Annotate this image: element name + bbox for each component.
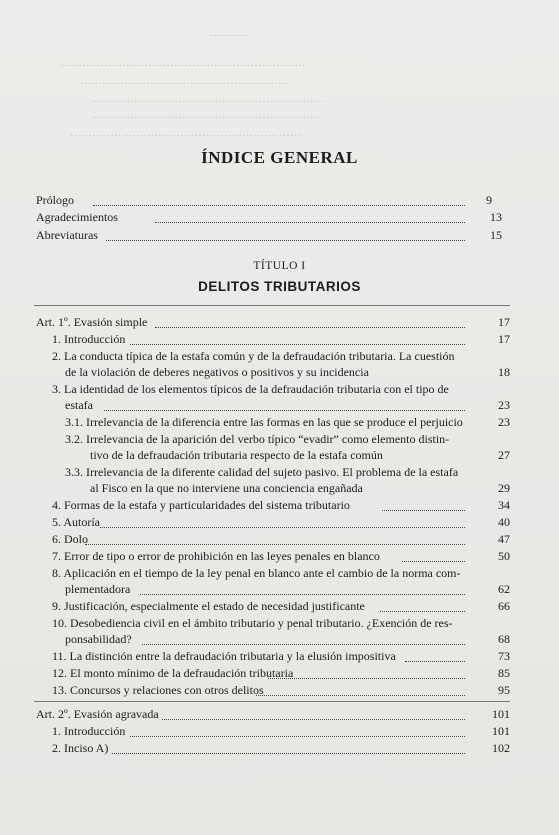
toc-entry-cont: ponsabilidad? — [65, 632, 132, 646]
page-number: 23 — [498, 398, 510, 412]
leader-dots — [130, 344, 465, 345]
toc-entry: 2. La conducta típica de la estafa común y de la defraudación tributaria. La cuestión — [52, 349, 455, 363]
leader-dots — [405, 661, 465, 662]
page-number: 29 — [498, 481, 510, 495]
page-number: 85 — [498, 666, 510, 680]
toc-article-2: Art. 2º. Evasión agravada — [36, 707, 159, 721]
toc-entry: 4. Formas de la estafa y particularidades del sistema tributario — [52, 498, 350, 512]
leader-dots — [112, 753, 465, 754]
toc-entry: 9. Justificación, especialmente el estado de necesidad justificante — [52, 599, 365, 613]
leader-dots — [140, 594, 465, 595]
page-number: 101 — [492, 724, 510, 738]
page-number: 102 — [492, 741, 510, 755]
page-number: 73 — [498, 649, 510, 663]
toc-entry: 8. Aplicación en el tiempo de la ley penal en blanco ante el cambio de la norma com- — [52, 566, 461, 580]
toc-entry-cont: plementadora — [65, 582, 131, 596]
page-number: 34 — [498, 498, 510, 512]
leader-dots — [382, 510, 465, 511]
toc-entry: 3.3. Irrelevancia de la diferente calidad del sujeto pasivo. El problema de la estafa — [65, 465, 459, 479]
page-number: 62 — [498, 582, 510, 596]
page-number: 23 — [498, 415, 510, 429]
toc-entry-cont: de la violación de deberes negativos o positivos y su incidencia — [65, 365, 369, 379]
toc-entry: 12. El monto mínimo de la defraudación tributaria — [52, 666, 294, 680]
page-number: 95 — [498, 683, 510, 697]
toc-article-1: Art. 1º. Evasión simple — [36, 315, 148, 329]
leader-dots — [85, 544, 465, 545]
toc-entry: 13. Concursos y relaciones con otros delitos — [52, 683, 264, 697]
leader-dots — [402, 561, 465, 562]
page-title: ÍNDICE GENERAL — [201, 148, 358, 167]
toc-entry: 7. Error de tipo o error de prohibición en las leyes penales en blanco — [52, 549, 380, 563]
leader-dots — [268, 678, 465, 679]
toc-entry: 3.2. Irrelevancia de la aparición del verbo típico “evadir” como elemento distin- — [65, 432, 450, 446]
part-label: TÍTULO I — [253, 260, 306, 272]
page-number: 15 — [490, 228, 502, 242]
leader-dots — [155, 222, 465, 223]
leader-dots — [104, 410, 465, 411]
leader-dots — [100, 527, 465, 528]
section-rule — [34, 305, 510, 306]
page-number: 27 — [498, 448, 510, 462]
page-number: 40 — [498, 515, 510, 529]
section-rule — [34, 701, 510, 702]
leader-dots — [130, 736, 465, 737]
toc-entry-abreviaturas: Abreviaturas — [36, 228, 98, 242]
toc-entry: 3. La identidad de los elementos típicos de la defraudación tributaria con el tipo de — [52, 382, 449, 396]
toc-entry-cont: tivo de la defraudación tributaria respecto de la estafa común — [90, 448, 383, 462]
page-number: 17 — [498, 332, 510, 346]
toc-entry: 11. La distinción entre la defraudación tributaria y la elusión impositiva — [52, 649, 396, 663]
toc-entry: 1. Introducción — [52, 724, 126, 738]
leader-dots — [380, 611, 465, 612]
show-through-text: ·········· ··································································· ························································· ································································ ······························································· ······························································· — [60, 30, 325, 142]
page-number: 66 — [498, 599, 510, 613]
page-number: 68 — [498, 632, 510, 646]
leader-dots — [142, 644, 465, 645]
toc-entry-cont: al Fisco en la que no interviene una conciencia engañada — [90, 481, 363, 495]
page-number: 9 — [486, 193, 492, 207]
toc-entry: 6. Dolo — [52, 532, 88, 546]
toc-entry-cont: estafa — [65, 398, 93, 412]
leader-dots — [155, 327, 465, 328]
part-title: DELITOS TRIBUTARIOS — [198, 279, 361, 294]
page-number: 101 — [492, 707, 510, 721]
page-number: 13 — [490, 210, 502, 224]
page-number: 47 — [498, 532, 510, 546]
toc-entry: 1. Introducción — [52, 332, 126, 346]
leader-dots — [93, 205, 465, 206]
page-number: 50 — [498, 549, 510, 563]
toc-entry: 5. Autoría — [52, 515, 100, 529]
toc-entry-agradecimientos: Agradecimientos — [36, 210, 118, 224]
toc-entry: 10. Desobediencia civil en el ámbito tributario y penal tributario. ¿Exención de res- — [52, 616, 453, 630]
page-number: 17 — [498, 315, 510, 329]
leader-dots — [256, 695, 465, 696]
page-number: 18 — [498, 365, 510, 379]
toc-entry: 3.1. Irrelevancia de la diferencia entre las formas en las que se produce el perjuicio — [65, 415, 463, 429]
leader-dots — [106, 240, 465, 241]
toc-entry-prologo: Prólogo — [36, 193, 75, 207]
leader-dots — [162, 719, 465, 720]
toc-entry: 2. Inciso A) — [52, 741, 109, 755]
